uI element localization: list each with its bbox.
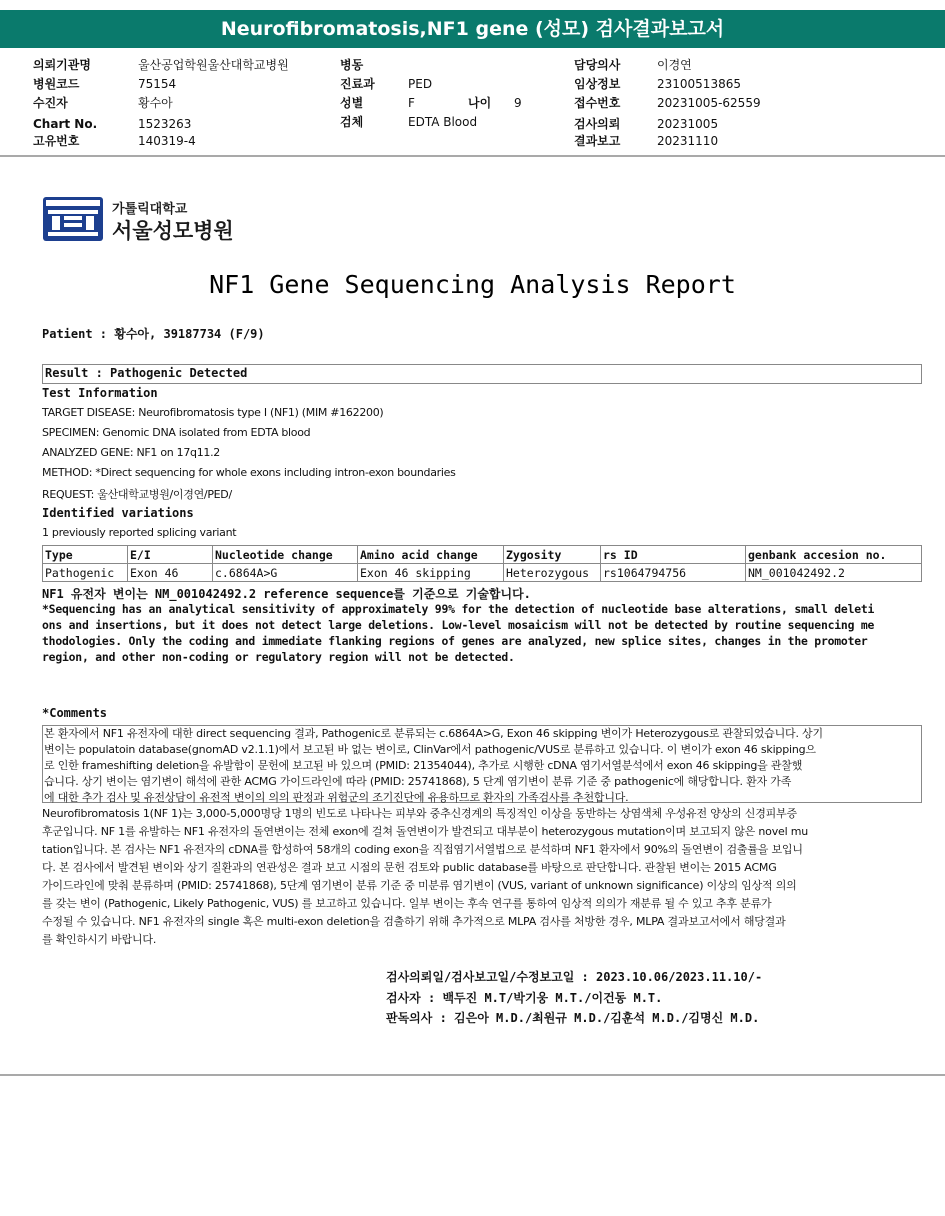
value-department: PED — [408, 77, 433, 91]
test-info-method: METHOD: *Direct sequencing for whole exons including intron-exon boundaries — [42, 466, 456, 479]
label-department: 진료과 — [340, 77, 375, 91]
sensitivity-line: thodologies. Only the coding and immediate flanking regions of genes are analyzed, new splice sites, changes in the promoter — [42, 634, 868, 648]
table-cell: Pathogenic — [43, 564, 128, 582]
identified-heading: Identified variations — [42, 506, 194, 520]
value-chart-no: 1523263 — [138, 117, 192, 131]
value-physician: 이경연 — [657, 58, 692, 72]
hospital-name-line1: 가톨릭대학교 — [112, 202, 188, 217]
comments-paragraph — [42, 805, 922, 949]
sensitivity-line: region, and other non-coding or regulatory region will not be detected. — [42, 650, 515, 664]
signature-physicians: 판독의사 : 김은아 M.D./최원규 M.D./김훈석 M.D./김명신 M.D. — [386, 1011, 760, 1025]
table-header-cell: Amino acid change — [358, 546, 504, 564]
paragraph-line: 다. 본 검사에서 발견된 변이와 상기 질환과의 연관성은 결과 보고 시점의 문헌 검토와 public database를 바탕으로 판단합니다. 관찰된 변이는 2015 ACMG — [42, 861, 777, 874]
value-patient-name: 황수아 — [138, 96, 173, 110]
value-unique-no: 140319-4 — [138, 134, 196, 148]
variant-table-header — [43, 546, 922, 564]
comment-line: 에 대한 추가 검사 및 유전상담이 유전적 변이의 의의 판정과 위험군의 조기진단에 유용하므로 환자의 가족검사를 추천합니다. — [44, 791, 629, 804]
test-info-target-disease: TARGET DISEASE: Neurofibromatosis type I (NF1) (MIM #162200) — [42, 406, 384, 419]
sensitivity-note — [42, 601, 874, 665]
table-header-cell: E/I — [128, 546, 213, 564]
label-receipt-no: 접수번호 — [574, 96, 621, 110]
header-divider — [0, 155, 945, 157]
table-row — [43, 564, 922, 582]
sensitivity-line: ons and insertions, but it does not detect large deletions. Low-level mosaicism will not be detected by routine sequencing me — [42, 618, 875, 632]
paragraph-line: 를 갖는 변이 (Pathogenic, Likely Pathogenic, VUS) 를 보고하고 있습니다. 일부 변이는 후속 연구를 통하여 임상적 의의가 재분류 될 수 있고 추후 분류가 — [42, 897, 772, 910]
label-report-date: 결과보고 — [574, 134, 621, 148]
table-header-cell: Type — [43, 546, 128, 564]
sensitivity-line: *Sequencing has an analytical sensitivity of approximately 99% for the detection of nucleotide base alterations, small deleti — [42, 602, 875, 616]
signature-technicians: 검사자 : 백두진 M.T/박기웅 M.T./이건동 M.T. — [386, 991, 663, 1005]
label-institution: 의뢰기관명 — [33, 58, 91, 72]
label-age: 나이 — [468, 96, 492, 110]
value-clinical-info: 23100513865 — [657, 77, 741, 91]
paragraph-line: tation입니다. 본 검사는 NF1 유전자의 cDNA를 합성하여 58개의 coding exon을 직접염기서열법으로 분석하며 NF1 환자에서 90%의 돌연변이 검출률을 보입니 — [42, 843, 803, 856]
variant-table — [42, 545, 922, 582]
table-header-cell: rs ID — [601, 546, 746, 564]
table-cell: c.6864A>G — [213, 564, 358, 582]
label-sex: 성별 — [340, 96, 364, 110]
paragraph-line: 가이드라인에 맞춰 분류하며 (PMID: 25741868), 5단계 염기변이 분류 기준 중 미분류 염기변이 (VUS, variant of unknown significance) 이상의 임상적 의의 — [42, 879, 797, 892]
table-cell: Heterozygous — [504, 564, 601, 582]
label-unique-no: 고유번호 — [33, 134, 80, 148]
result-line: Result : Pathogenic Detected — [45, 366, 248, 380]
patient-line: Patient : 황수아, 39187734 (F/9) — [42, 327, 265, 341]
label-specimen: 검체 — [340, 115, 364, 129]
value-institution: 울산공업학원울산대학교병원 — [138, 58, 289, 72]
label-request-date: 검사의뢰 — [574, 117, 621, 131]
value-report-date: 20231110 — [657, 134, 719, 148]
label-ward: 병동 — [340, 58, 364, 72]
comments-box-text — [44, 726, 918, 806]
report-title: NF1 Gene Sequencing Analysis Report — [209, 270, 736, 299]
label-patient-name: 수진자 — [33, 96, 68, 110]
footer-divider — [0, 1074, 945, 1076]
label-hospital-code: 병원코드 — [33, 77, 80, 91]
table-cell: Exon 46 — [128, 564, 213, 582]
reference-note: NF1 유전자 변이는 NM_001042492.2 reference sequence를 기준으로 기술합니다. — [42, 587, 531, 601]
value-request-date: 20231005 — [657, 117, 719, 131]
value-hospital-code: 75154 — [138, 77, 177, 91]
value-specimen: EDTA Blood — [408, 115, 478, 129]
comment-line: 변이는 populatoin database(gnomAD v2.1.1)에서 보고된 바 없는 변이로, ClinVar에서 pathogenic/VUS로 분류하고 있습니다. 이 변이가 exon 46 skipping으 — [44, 743, 816, 756]
test-info-request: REQUEST: 울산대학교병원/이경연/PED/ — [42, 488, 232, 501]
paragraph-line: 수정될 수 있습니다. NF1 유전자의 single 혹은 multi-exon deletion을 검출하기 위해 추가적으로 MLPA 검사를 처방한 경우, MLPA 결과보고서에서 해당결과 — [42, 915, 786, 928]
comment-line: 본 환자에서 NF1 유전자에 대한 direct sequencing 결과, Pathogenic로 분류되는 c.6864A>G, Exon 46 skipping 변이가 Heterozygous로 관찰되었습니다. 상기 — [44, 727, 823, 740]
identified-summary: 1 previously reported splicing variant — [42, 526, 237, 539]
value-age: 9 — [514, 96, 522, 110]
table-header-cell: Nucleotide change — [213, 546, 358, 564]
label-physician: 담당의사 — [574, 58, 621, 72]
comment-line: 습니다. 상기 변이는 염기변이 해석에 관한 ACMG 가이드라인에 따라 (PMID: 25741868), 5 단계 염기변이 분류 기준 중 pathogenic에 해당합니다. 환자 가족 — [44, 775, 792, 788]
hospital-name-line2: 서울성모병원 — [112, 219, 234, 243]
test-info-specimen: SPECIMEN: Genomic DNA isolated from EDTA blood — [42, 426, 311, 439]
paragraph-line: 후군입니다. NF 1를 유발하는 NF1 유전자의 돌연변이는 전체 exon에 걸쳐 돌연변이가 발견되고 대부분이 heterozygous mutation이며 보고되지 않은 novel mu — [42, 825, 809, 838]
label-chart-no: Chart No. — [33, 117, 98, 131]
test-info-analyzed-gene: ANALYZED GENE: NF1 on 17q11.2 — [42, 446, 220, 459]
label-clinical-info: 임상정보 — [574, 77, 621, 91]
table-header-cell: genbank accesion no. — [746, 546, 922, 564]
paragraph-line: Neurofibromatosis 1(NF 1)는 3,000-5,000명당 1명의 빈도로 나타나는 피부와 중추신경계의 특징적인 이상을 동반하는 상염색체 우성유전 양상의 신경피부증 — [42, 807, 797, 820]
comment-line: 로 인한 frameshifting deletion을 유발함이 문헌에 보고된 바 있으며 (PMID: 21354044), 추가로 시행한 cDNA 염기서열분석에서 exon 46 skipping을 관찰했 — [44, 759, 803, 772]
table-cell: Exon 46 skipping — [358, 564, 504, 582]
table-cell: rs1064794756 — [601, 564, 746, 582]
table-header-cell: Zygosity — [504, 546, 601, 564]
test-info-heading: Test Information — [42, 386, 158, 400]
value-receipt-no: 20231005-62559 — [657, 96, 761, 110]
value-sex: F — [408, 96, 415, 110]
comments-heading: *Comments — [42, 706, 108, 720]
paragraph-line: 를 확인하시기 바랍니다. — [42, 933, 157, 946]
hospital-emblem-icon — [42, 196, 104, 242]
signature-dates: 검사의뢰일/검사보고일/수정보고일 : 2023.10.06/2023.11.10/- — [386, 970, 763, 984]
table-cell: NM_001042492.2 — [746, 564, 922, 582]
report-banner-title: Neurofibromatosis,NF1 gene (성모) 검사결과보고서 — [0, 10, 945, 48]
